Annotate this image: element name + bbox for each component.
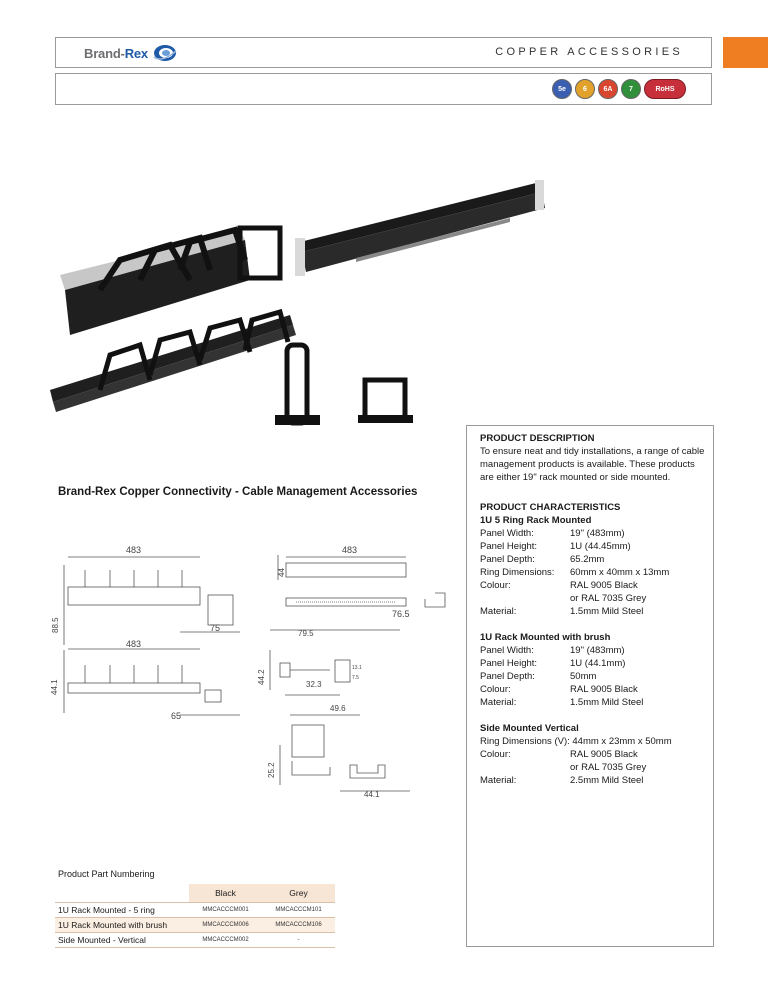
technical-drawings [40,535,460,835]
spec-row: Colour: RAL 9005 Black [480,684,638,695]
part-numbering-label: Product Part Numbering [58,869,155,879]
spec-row: Panel Width: 19" (483mm) [480,528,625,539]
spec-row: Panel Depth: 50mm [480,671,597,682]
table-row [55,902,335,917]
dim-label: 44.2 [257,669,266,685]
spec-row: Ring Dimensions: 60mm x 40mm x 13mm [480,567,670,578]
cat-badge-icon: 7 [621,79,641,99]
dim-label: 483 [342,545,358,555]
main-section-title: Brand-Rex Copper Connectivity - Cable Management Accessories [58,486,418,498]
part-code: MMCACCCM001 [189,902,262,917]
product-photo [40,180,560,440]
row-name: 1U Rack Mounted with brush [55,917,189,932]
part-numbering-table [55,884,335,948]
table-row [55,932,335,947]
dim-label: 79.5 [298,629,314,638]
header-bar [55,37,712,68]
orange-tab [723,37,768,68]
dim-label: 75 [210,623,221,633]
dim-label: 13.1 [352,665,362,671]
spec-row: Panel Width: 19" (483mm) [480,645,625,656]
table-header-row [55,884,335,902]
dim-label: 483 [126,639,142,649]
dim-label: 88.5 [51,617,60,633]
logo-text: Brand-Rex [84,45,148,61]
column-header [55,884,189,902]
description-content [480,432,710,800]
dim-label: 44 [277,568,286,577]
spec-row: Material: 1.5mm Mild Steel [480,697,644,708]
part-code: MMCACCCM002 [189,932,262,947]
part-code: MMCACCCM106 [262,917,335,932]
column-header: Black [189,884,262,902]
dim-label: 32.3 [306,680,322,689]
bracket [295,238,305,276]
dim-label: 25.2 [267,762,276,778]
column-header: Grey [262,884,335,902]
dim-label: 76.5 [392,609,410,619]
part-code: MMCACCCM006 [189,917,262,932]
cat-badge-icon: 6 [575,79,595,99]
spec-row: Material: 1.5mm Mild Steel [480,606,644,617]
cat-badge-icon: 5e [552,79,572,99]
brand-rex-logo [84,42,178,64]
logo-swirl-icon [152,43,178,63]
spec-row: Colour: RAL 9005 Black [480,580,638,591]
spec-row: Ring Dimensions (V): 44mm x 23mm x 50mm [480,736,672,747]
rohs-badge: RoHS [644,79,686,99]
section-title-header: COPPER ACCESSORIES [495,46,683,58]
group-title: 1U 5 Ring Rack Mounted [480,515,592,526]
characteristics-heading: PRODUCT CHARACTERISTICS [480,502,621,513]
dim-label: 7.5 [352,675,359,681]
table-row [55,917,335,932]
row-name: 1U Rack Mounted - 5 ring [55,902,189,917]
spec-row: Panel Height: 1U (44.1mm) [480,658,626,669]
dim-label: 44.1 [364,790,380,799]
spec-row: Material: 2.5mm Mild Steel [480,775,644,786]
part-code: - [262,932,335,947]
part-code: MMCACCCM101 [262,902,335,917]
badge-bar [55,73,712,105]
dim-label: 44.1 [50,679,59,695]
spec-row: or RAL 7035 Grey [570,593,647,604]
group-title: 1U Rack Mounted with brush [480,632,611,643]
row-name: Side Mounted - Vertical [55,932,189,947]
category-badges [552,79,686,99]
spec-row: Panel Height: 1U (44.45mm) [480,541,631,552]
spec-row: Colour: RAL 9005 Black [480,749,638,760]
description-text: To ensure neat and tidy installations, a range of cable management products is available. These products are either 19" rack mounted or side mounted. [480,446,705,483]
cat-badge-icon: 6A [598,79,618,99]
dim-label: 65 [171,711,182,721]
spec-row: Panel Depth: 65.2mm [480,554,605,565]
description-heading: PRODUCT DESCRIPTION [480,433,595,444]
dim-label: 483 [126,545,142,555]
spec-row: or RAL 7035 Grey [570,762,647,773]
group-title: Side Mounted Vertical [480,723,579,734]
dim-label: 49.6 [330,704,346,713]
